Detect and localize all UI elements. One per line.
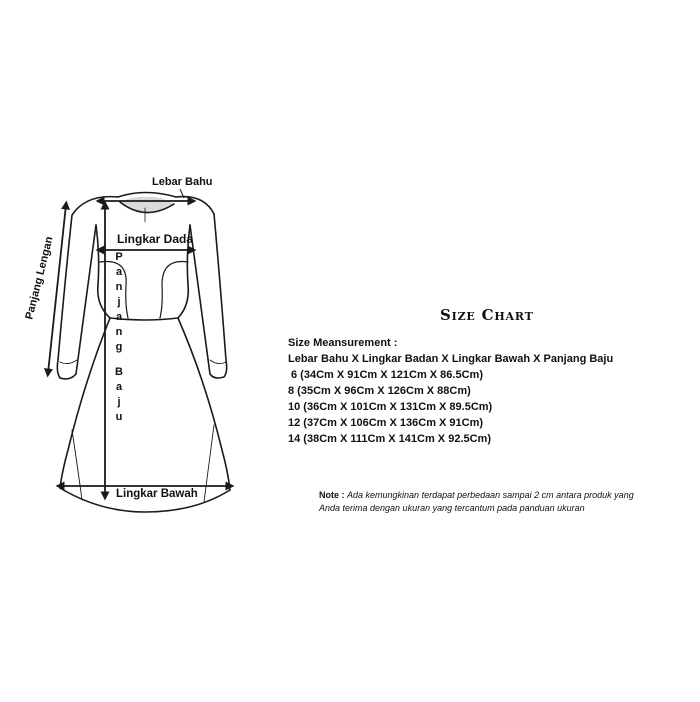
- panjang-baju-letter: a: [115, 266, 123, 278]
- panjang-baju-letter: P: [115, 251, 123, 263]
- skirt-right: [178, 318, 230, 490]
- panjang-baju-letter: u: [115, 411, 123, 423]
- note-line-1: [319, 489, 697, 502]
- neckline-fill: [120, 197, 174, 213]
- right-sleeve: [176, 197, 227, 378]
- size-row: 10 (36Cm X 101Cm X 131Cm X 89.5Cm): [288, 401, 493, 413]
- panjang-baju-letter: B: [115, 366, 123, 378]
- right-cuff: [210, 360, 226, 364]
- panjang-baju-letter: j: [117, 396, 121, 408]
- size-heading: Size Meansurement :: [288, 337, 398, 349]
- note-text-2: Anda terima dengan ukuran yang tercantum pada panduan ukuran: [319, 503, 585, 513]
- note: [319, 489, 697, 515]
- panjang-baju-letter: j: [117, 296, 121, 308]
- size-formula: Lebar Bahu X Lingkar Badan X Lingkar Bawah X Panjang Baju: [288, 353, 614, 365]
- size-chart-body: [288, 335, 614, 445]
- size-row: 12 (37Cm X 106Cm X 136Cm X 91Cm): [288, 417, 484, 429]
- size-rows: [288, 367, 613, 445]
- skirt-fold-right: [204, 425, 214, 502]
- left-cuff: [60, 360, 77, 364]
- panjang-lengan-line: [48, 205, 66, 373]
- panjang-baju-letter: g: [115, 341, 123, 353]
- panjang-baju-letter: n: [115, 326, 123, 338]
- size-chart-title: Size Chart: [440, 306, 534, 324]
- left-sleeve: [57, 197, 121, 379]
- size-row: 6 (34Cm X 91Cm X 121Cm X 86.5Cm): [291, 369, 483, 381]
- skirt-left: [60, 318, 110, 488]
- lingkar-dada-label: Lingkar Dada: [117, 232, 194, 246]
- note-line-2: [319, 502, 697, 515]
- skirt-fold-left: [72, 430, 82, 500]
- panjang-lengan-label: Panjang Lengan: [23, 235, 56, 321]
- lebar-bahu-label: Lebar Bahu: [152, 176, 213, 188]
- lingkar-bawah-label: Lingkar Bawah: [116, 488, 198, 500]
- size-row: 14 (38Cm X 111Cm X 141Cm X 92.5Cm): [288, 433, 492, 445]
- note-text-1: Ada kemungkinan terdapat perbedaan sampai 2 cm antara produk yang: [347, 490, 634, 500]
- panjang-baju-letter: a: [115, 311, 123, 323]
- note-label: Note :: [319, 490, 345, 500]
- panjang-baju-label: [113, 250, 125, 425]
- size-row: 8 (35Cm X 96Cm X 126Cm X 88Cm): [288, 385, 471, 397]
- panjang-baju-letter: n: [115, 281, 123, 293]
- bodice-left: [96, 225, 110, 318]
- panjang-baju-letter: a: [115, 381, 123, 393]
